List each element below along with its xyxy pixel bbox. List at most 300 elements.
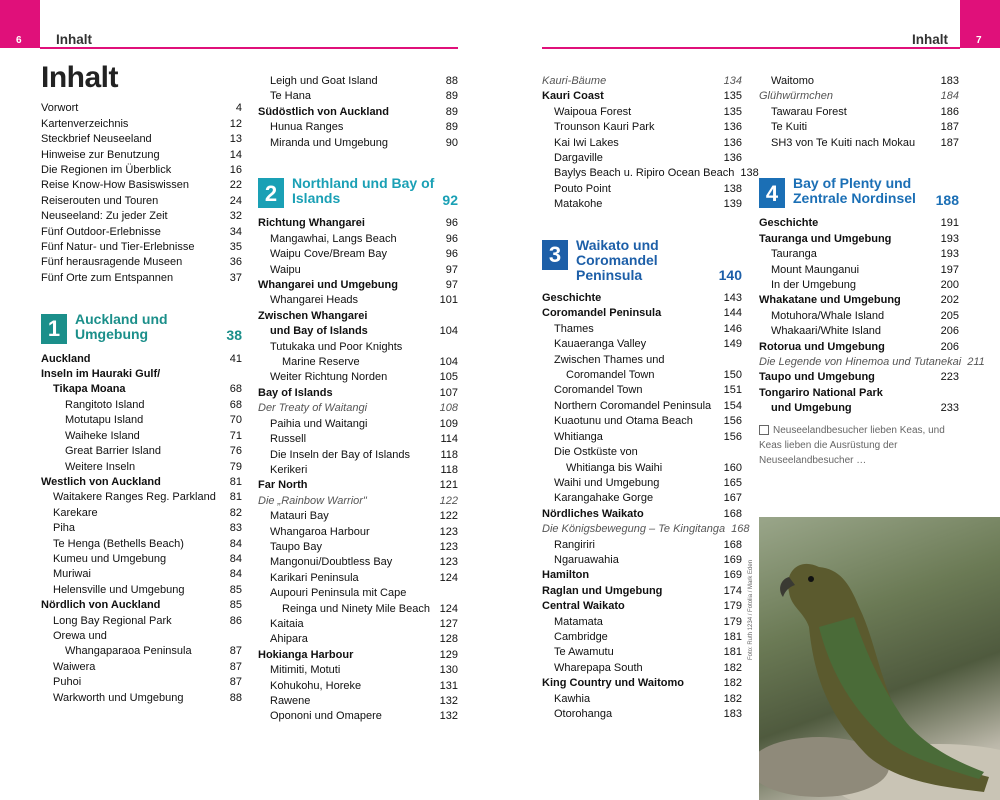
toc-entry-page: 104 [439, 356, 458, 369]
toc-column-4 [759, 74, 985, 468]
toc-entry-page: 136 [723, 121, 742, 134]
toc-entry-page: 122 [439, 510, 458, 523]
toc-entry-title: Zwischen Thames und [554, 353, 665, 366]
toc-entry-title: Inseln im Hauraki Gulf/ [41, 368, 161, 381]
toc-entry-page: 139 [723, 198, 742, 211]
chapter-heading-3 [542, 238, 742, 283]
toc-entry [258, 463, 458, 478]
toc-entry [542, 353, 742, 368]
toc-entry [542, 399, 742, 414]
toc-entry [258, 478, 458, 493]
toc-entry [41, 209, 242, 224]
toc-entry-page: 182 [723, 661, 742, 674]
toc-entry [542, 553, 742, 568]
toc-entry [542, 89, 742, 104]
toc-entry-page: 138 [740, 167, 759, 180]
toc-entry-page: 68 [229, 383, 242, 396]
toc-column-2 [258, 74, 458, 725]
toc-entry-page: 70 [229, 414, 242, 427]
toc-entry [542, 136, 742, 151]
kea-photo [759, 517, 1000, 800]
toc-entry-title: Kaitaia [270, 617, 304, 630]
toc-entry-page: 156 [723, 430, 742, 443]
toc-entry-title: Tawarau Forest [771, 105, 847, 118]
toc-entry [258, 293, 458, 308]
toc-entry-title: Whitianga bis Waihi [566, 461, 663, 474]
toc-entry-title: Die „Rainbow Warrior" [258, 494, 367, 507]
toc-entry-title: und Umgebung [771, 402, 852, 415]
toc-entry-page: 105 [439, 371, 458, 384]
toc-entry-page: 187 [940, 136, 959, 149]
toc-entry-page: 79 [229, 460, 242, 473]
toc-entry [41, 413, 242, 428]
toc-entry [41, 240, 242, 255]
toc-entry-page: 24 [229, 194, 242, 207]
toc-entry [258, 74, 458, 89]
toc-entry-title: Leigh und Goat Island [270, 75, 378, 87]
toc-entry-title: Kohukohu, Horeke [270, 679, 362, 692]
toc-entry-title: Kumeu und Umgebung [53, 552, 167, 565]
toc-entry [41, 444, 242, 459]
toc-entry-page: 114 [440, 433, 458, 446]
toc-entry-title: Matakohe [554, 198, 603, 211]
toc-entry [258, 355, 458, 370]
toc-entry-page: 132 [439, 710, 458, 723]
toc-entry [759, 74, 959, 89]
toc-entry [41, 675, 242, 690]
toc-entry-title: Reiserouten und Touren [41, 194, 159, 207]
toc-entry-title: Rawene [270, 695, 311, 708]
toc-entry-title: Motuhora/Whale Island [771, 309, 885, 322]
toc-entry-page: 97 [445, 279, 458, 292]
toc-entry-page: 96 [445, 248, 458, 261]
toc-entry-page: 134 [723, 75, 742, 87]
chapter-title: Bay of Plenty und Zentrale Nordinsel [793, 175, 916, 207]
toc-entry-title: Ngaruawahia [554, 553, 619, 566]
toc-entry-page: 179 [723, 615, 742, 628]
kea-parrot-icon [759, 517, 1000, 800]
toc-entry-title: Die Königsbewegung – Te Kingitanga [542, 523, 726, 536]
toc-entry [759, 355, 985, 370]
toc-entry-title: Fünf herausragende Museen [41, 256, 183, 269]
toc-entry [542, 522, 750, 537]
toc-entry-title: Rangiriri [554, 538, 595, 551]
toc-entry-title: Karangahake Gorge [554, 492, 654, 505]
toc-entry [258, 386, 458, 401]
toc-entry-page: 184 [940, 90, 959, 103]
toc-entry [542, 197, 742, 212]
toc-entry-page: 71 [229, 429, 242, 442]
toc-entry-page: 168 [723, 538, 742, 551]
toc-entry-title: Baylys Beach u. Ripiro Ocean Beach [554, 167, 735, 180]
toc-entry-title: Kartenverzeichnis [41, 117, 129, 130]
toc-entry [542, 368, 742, 383]
toc-entry-title: Kawhia [554, 692, 591, 705]
toc-entry-title: Die Legende von Hinemoa und Tutanekai [759, 356, 962, 369]
chapter-heading-2 [258, 176, 458, 208]
toc-entry-title: Mangawhai, Langs Beach [270, 232, 397, 245]
toc-entry-title: Die Ostküste von [554, 446, 638, 459]
toc-entry [759, 340, 959, 355]
toc-entry-page: 87 [229, 660, 242, 673]
toc-entry-page: 83 [229, 522, 242, 535]
toc-entry [542, 322, 742, 337]
toc-entry-title: Pouto Point [554, 182, 611, 195]
toc-entry-page: 122 [439, 494, 458, 507]
toc-entry-page: 118 [440, 448, 458, 461]
toc-entry-page: 68 [229, 398, 242, 411]
chapter-title: Waikato und Coromandel Peninsula [576, 237, 659, 284]
toc-entry-title: Karekare [53, 506, 98, 519]
toc-entry-title: Matamata [554, 615, 603, 628]
toc-entry-page: 88 [229, 691, 242, 704]
left-running-header: Inhalt [56, 32, 92, 47]
toc-entry-page: 35 [229, 241, 242, 254]
toc-entry-page [236, 629, 242, 644]
toc-entry-page: 193 [940, 248, 959, 261]
toc-entry-page: 84 [229, 537, 242, 550]
toc-entry-page: 109 [439, 417, 458, 430]
toc-entry-title: SH3 von Te Kuiti nach Mokau [771, 136, 916, 149]
toc-entry-title: Bay of Islands [258, 386, 333, 399]
toc-entry-page: 107 [439, 386, 458, 399]
toc-entry [542, 507, 742, 522]
toc-entry-title: Raglan und Umgebung [542, 584, 663, 597]
toc-entry [258, 602, 458, 617]
toc-entry-title: Tongariro National Park [759, 386, 883, 399]
toc-entry [41, 660, 242, 675]
toc-entry-page: 135 [723, 105, 742, 118]
toc-chapter-1-entries [41, 352, 242, 706]
toc-entry-title: Fünf Orte zum Entspannen [41, 271, 174, 284]
photo-caption-text: Neuseelandbesucher lieben Keas, und Keas lieben die Ausrüstung der Neuseelandbesucher … [759, 424, 945, 466]
toc-entry-title: Kauri-Bäume [542, 75, 607, 87]
toc-entry [542, 105, 742, 120]
toc-entry-page: 22 [229, 179, 242, 192]
toc-entry [759, 247, 959, 262]
toc-entry [258, 370, 458, 385]
toc-entry [41, 367, 242, 382]
toc-entry [41, 398, 242, 413]
chapter-number-badge: 2 [258, 178, 284, 208]
toc-entry [258, 247, 458, 262]
toc-entry-page: 154 [723, 399, 742, 412]
toc-entry-page: 81 [229, 475, 242, 488]
toc-entry-title: Trounson Kauri Park [554, 121, 655, 134]
toc-entry [41, 148, 242, 163]
chapter-page: 188 [935, 192, 959, 209]
toc-entry-page: 128 [439, 633, 458, 646]
toc-entry-page: 76 [229, 445, 242, 458]
toc-entry-title: Te Henga (Bethells Beach) [53, 537, 184, 550]
toc-entry-page: 89 [445, 90, 458, 103]
toc-entry-page: 182 [723, 677, 742, 690]
toc-entry-title: Te Kuiti [771, 121, 808, 134]
toc-entry-page: 181 [723, 630, 742, 643]
chapter-title: Northland und Bay of Islands [292, 175, 435, 207]
toc-entry-page: 37 [229, 271, 242, 284]
toc-entry [542, 584, 742, 599]
toc-entry-page: 89 [445, 121, 458, 134]
toc-entry [542, 445, 742, 460]
toc-entry [41, 178, 242, 193]
toc-entry-page: 132 [439, 695, 458, 708]
toc-entry [258, 632, 458, 647]
toc-entry-page [452, 340, 458, 355]
toc-entry-page: 82 [229, 506, 242, 519]
toc-entry-page: 87 [229, 645, 242, 658]
toc-entry-title: Tauranga [771, 248, 817, 261]
toc-entry-title: Fünf Outdoor-Erlebnisse [41, 225, 161, 238]
toc-entry-title: Kai Iwi Lakes [554, 136, 619, 149]
toc-entry [41, 225, 242, 240]
chapter-page: 140 [718, 266, 742, 283]
toc-entry-title: Weiter Richtung Norden [270, 371, 388, 384]
toc-entry [759, 232, 959, 247]
toc-entry-title: Reise Know-How Basiswissen [41, 179, 189, 192]
toc-entry [542, 337, 742, 352]
toc-entry-title: Geschichte [759, 217, 819, 230]
toc-entry-title: Coromandel Town [554, 384, 643, 397]
toc-entry-title: King Country und Waitomo [542, 677, 684, 690]
toc-entry-title: Waitakere Ranges Reg. Parkland [53, 491, 216, 504]
toc-entry-page: 197 [940, 263, 959, 276]
toc-entry-title: Waihi und Umgebung [554, 476, 660, 489]
toc-entry-title: Kuaotunu und Otama Beach [554, 415, 693, 428]
toc-entry-title: Tutukaka und Poor Knights [270, 340, 403, 353]
toc-entry [258, 709, 458, 724]
toc-entry [759, 120, 959, 135]
right-header-rule [542, 47, 960, 49]
toc-entry [542, 383, 742, 398]
toc-chapter-3-entries [542, 291, 750, 722]
toc-entry [41, 382, 242, 397]
toc-entry-page: 200 [940, 279, 959, 292]
toc-entry-title: Whangaparaoa Peninsula [65, 645, 192, 658]
toc-entry-page: 146 [723, 322, 742, 335]
toc-entry-page: 136 [723, 136, 742, 149]
toc-entry-title: Cambridge [554, 630, 608, 643]
toc-entry-title: Wharepapa South [554, 661, 643, 674]
toc-entry [759, 309, 959, 324]
toc-entry-title: Russell [270, 433, 307, 446]
toc-entry-title: Central Waikato [542, 600, 625, 613]
toc-entry-title: Great Barrier Island [65, 445, 161, 458]
toc-entry-page: 101 [439, 294, 458, 307]
left-header-rule [40, 47, 458, 49]
toc-entry-page: 233 [940, 402, 959, 415]
toc-entry-page: 206 [940, 325, 959, 338]
toc-entry [41, 132, 242, 147]
toc-entry [542, 645, 742, 660]
toc-entry-page: 143 [723, 292, 742, 305]
toc-entry [41, 490, 242, 505]
toc-entry [258, 663, 458, 678]
toc-entry [258, 120, 458, 135]
toc-chapter-2-entries [258, 216, 458, 724]
toc-entry-title: Whangarei und Umgebung [258, 279, 398, 292]
toc-entry-page: 211 [967, 356, 985, 369]
toc-entry [759, 324, 959, 339]
toc-entry-title: Die Inseln der Bay of Islands [270, 448, 411, 461]
toc-entry [759, 401, 959, 416]
toc-entry-page: 193 [940, 232, 959, 245]
toc-entry [258, 340, 458, 355]
toc-entry [41, 429, 242, 444]
toc-entry [542, 182, 742, 197]
toc-entry [258, 694, 458, 709]
toc-entry-title: Steckbrief Neuseeland [41, 133, 152, 146]
toc-entry-title: Richtung Whangarei [258, 217, 365, 230]
toc-entry-page: 191 [940, 217, 959, 230]
toc-entry-page: 87 [229, 676, 242, 689]
toc-entry [41, 194, 242, 209]
toc-entry-page: 156 [723, 415, 742, 428]
toc-entry [542, 692, 742, 707]
toc-entry [258, 324, 458, 339]
toc-entry [542, 414, 742, 429]
toc-entry-title: Ahipara [270, 633, 308, 646]
toc-entry [258, 555, 458, 570]
toc-entry [542, 615, 742, 630]
toc-entry-page: 84 [229, 568, 242, 581]
toc-entry-page: 81 [229, 491, 242, 504]
toc-entry-title: Whangaroa Harbour [270, 525, 370, 538]
toc-entry [258, 105, 458, 120]
toc-entry-page: 187 [940, 121, 959, 134]
toc-entry-page [236, 367, 242, 382]
toc-entry [542, 461, 742, 476]
toc-entry-page: 167 [723, 492, 742, 505]
toc-chapter-3-continued [759, 74, 959, 151]
toc-entry [258, 401, 458, 416]
toc-entry-title: und Bay of Islands [270, 325, 368, 338]
chapter-page: 38 [226, 327, 242, 344]
toc-entry [41, 644, 242, 659]
toc-entry [258, 525, 458, 540]
toc-entry [542, 568, 742, 583]
toc-entry-title: Long Bay Regional Park [53, 614, 172, 627]
toc-entry-page: 85 [229, 583, 242, 596]
toc-entry-title: Waipu [270, 263, 301, 276]
toc-entry [258, 571, 458, 586]
toc-entry-title: Südöstlich von Auckland [258, 105, 389, 118]
toc-entry-title: Tikapa Moana [53, 383, 126, 396]
toc-entry [759, 105, 959, 120]
page-title: Inhalt [41, 61, 118, 94]
toc-entry [759, 293, 959, 308]
toc-entry-page: 123 [439, 525, 458, 538]
toc-entry-title: Marine Reserve [282, 356, 360, 369]
toc-entry-title: Fünf Natur- und Tier-Erlebnisse [41, 241, 195, 254]
toc-entry-title: Te Hana [270, 90, 311, 103]
right-page-number: 7 [976, 35, 982, 46]
toc-entry-page: 130 [439, 664, 458, 677]
chapter-number-badge: 4 [759, 178, 785, 208]
chapter-page: 92 [442, 192, 458, 209]
toc-entry-title: Neuseeland: Zu jeder Zeit [41, 210, 168, 223]
toc-entry [759, 278, 959, 293]
toc-entry [759, 136, 959, 151]
toc-entry [759, 89, 959, 104]
toc-entry-page [736, 353, 742, 368]
toc-entry-page: 205 [940, 309, 959, 322]
toc-entry-page: 104 [439, 325, 458, 338]
toc-entry-page: 174 [723, 584, 742, 597]
toc-entry [258, 509, 458, 524]
toc-entry [542, 476, 742, 491]
toc-entry-page: 183 [723, 708, 742, 721]
toc-entry [542, 120, 742, 135]
right-running-header: Inhalt [912, 32, 948, 47]
toc-entry [41, 101, 242, 116]
toc-entry-page: 150 [723, 369, 742, 382]
toc-entry [759, 370, 959, 385]
toc-entry [542, 630, 742, 645]
chapter-heading-1 [41, 312, 242, 344]
toc-entry-title: Kauri Coast [542, 90, 604, 103]
toc-entry-title: Mangonui/Doubtless Bay [270, 556, 393, 569]
toc-front-matter [41, 101, 242, 286]
toc-entry-page: 183 [940, 75, 959, 87]
toc-entry-title: Tauranga und Umgebung [759, 232, 892, 245]
toc-entry-title: Waiwera [53, 660, 96, 673]
toc-entry-page: 123 [439, 556, 458, 569]
toc-entry-title: Dargaville [554, 152, 603, 165]
toc-entry [41, 271, 242, 286]
toc-entry [258, 448, 458, 463]
toc-entry-page: 118 [440, 463, 458, 476]
toc-entry-title: Otorohanga [554, 708, 613, 721]
toc-entry [41, 583, 242, 598]
toc-entry [41, 598, 242, 613]
toc-entry [542, 538, 742, 553]
toc-chapter-4-entries [759, 216, 985, 416]
toc-entry-page [452, 309, 458, 324]
toc-entry-page: 86 [229, 614, 242, 627]
toc-entry-title: Whangarei Heads [270, 294, 359, 307]
chapter-number-badge: 3 [542, 240, 568, 270]
caption-arrow-icon [759, 425, 769, 435]
toc-entry-title: Auckland [41, 352, 91, 365]
toc-entry [258, 232, 458, 247]
toc-entry [542, 291, 742, 306]
toc-entry [258, 89, 458, 104]
toc-entry-page [953, 386, 959, 401]
toc-entry [542, 676, 742, 691]
toc-entry-page: 97 [445, 263, 458, 276]
toc-entry-page: 169 [723, 553, 742, 566]
left-page-tab [0, 0, 40, 48]
toc-entry-page: 88 [445, 75, 458, 87]
toc-entry [41, 506, 242, 521]
toc-entry [41, 537, 242, 552]
toc-entry-page: 14 [229, 148, 242, 161]
toc-entry [258, 540, 458, 555]
toc-entry [41, 521, 242, 536]
toc-entry-page: 123 [439, 540, 458, 553]
toc-entry [542, 430, 742, 445]
toc-entry [258, 278, 458, 293]
toc-entry [41, 567, 242, 582]
toc-entry-page: 4 [235, 102, 242, 115]
toc-entry-title: Nördlich von Auckland [41, 599, 161, 612]
toc-entry-page [452, 586, 458, 601]
toc-entry-page: 169 [723, 569, 742, 582]
toc-entry-page: 186 [940, 105, 959, 118]
toc-entry-page: 168 [731, 523, 750, 536]
toc-entry-page: 124 [439, 571, 458, 584]
